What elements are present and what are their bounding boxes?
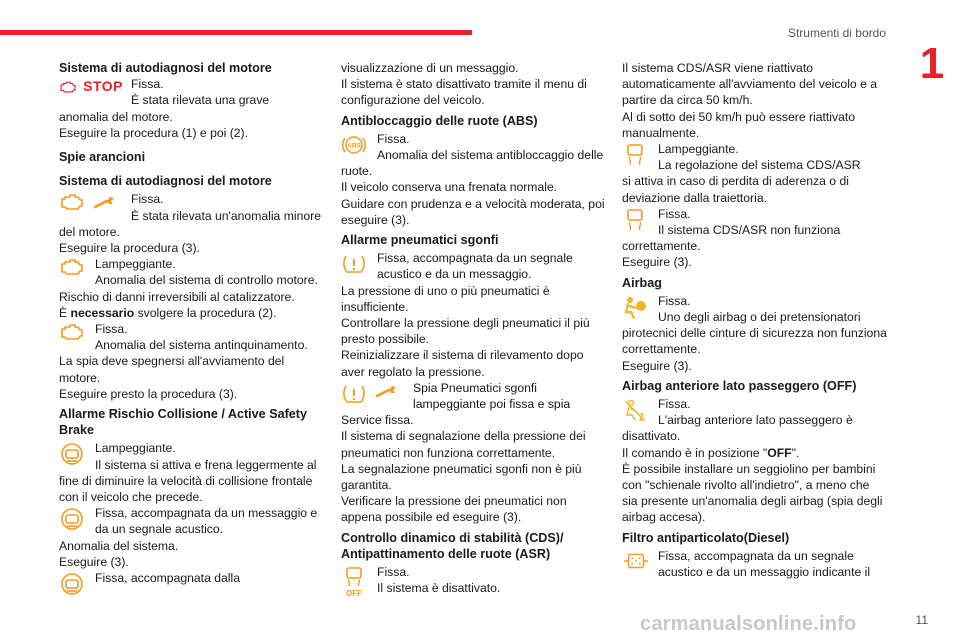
text-line xyxy=(59,305,324,321)
airbag-icon-wrap xyxy=(622,295,650,325)
passenger-airbag-off-icon xyxy=(622,398,648,424)
warning-block-tyre-service xyxy=(341,380,606,412)
text-line: Fissa, accompagnata da un segnale xyxy=(658,548,854,563)
text-line: aver regolato la pressione. xyxy=(341,364,485,379)
heading-passenger-airbag: Airbag anteriore lato passeggero (OFF) xyxy=(622,378,857,393)
text-line: ruote. xyxy=(341,164,373,179)
warning-block-engine-minor xyxy=(59,191,324,223)
heading-orange-lamps: Spie arancioni xyxy=(59,150,146,165)
heading-particulate-filter: Filtro antiparticolato(Diesel) xyxy=(622,530,790,545)
text-line: visualizzazione di un messaggio. xyxy=(341,61,519,75)
text-line: Il sistema è stato disattivato tramite il menu di xyxy=(341,77,587,92)
tyre-pressure-icon xyxy=(341,382,367,406)
off-label: OFF xyxy=(346,589,362,599)
header-accent-bar xyxy=(0,30,472,35)
warning-block-cds-off xyxy=(341,564,606,598)
text-line: Spia Pneumatici sgonfi xyxy=(413,380,537,395)
warning-block-abs xyxy=(341,131,606,163)
text-line: da un segnale acustico. xyxy=(95,522,224,537)
text-line: Anomalia del sistema. xyxy=(59,538,179,553)
text-fragment: ". xyxy=(791,445,800,460)
heading-engine-diagnosis-orange: Sistema di autodiagnosi del motore xyxy=(59,174,272,189)
warning-block-passenger-airbag xyxy=(622,396,887,428)
heading-line: Allarme Rischio Collisione / Active Safety xyxy=(59,407,307,422)
heading-engine-diagnosis: Sistema di autodiagnosi del motore xyxy=(59,61,272,75)
stability-control-icon xyxy=(622,143,648,169)
text-line: partire da circa 50 km/h. xyxy=(622,93,753,108)
engine-wrench-icons xyxy=(59,193,123,223)
text-line: Il veicolo conserva una frenata normale. xyxy=(341,180,558,195)
warning-block-collision-fixed xyxy=(59,505,324,537)
heading-cds-asr xyxy=(341,530,606,562)
text-line: con "schienale rivolto all'indietro", a meno che xyxy=(622,478,870,493)
text-emphasis: OFF xyxy=(767,445,792,460)
text-line: Service fissa. xyxy=(341,413,414,428)
text-line: Eseguire (3). xyxy=(622,255,692,270)
text-line: È possibile installare un seggiolino per bambini xyxy=(622,461,876,476)
stability-icon-wrap xyxy=(622,208,650,238)
text-line: Eseguire la procedura (3). xyxy=(59,241,200,256)
stability-control-icon xyxy=(622,208,648,234)
text-line: Controllare la pressione degli pneumatici il più xyxy=(341,316,590,331)
warning-block-cds-flashing xyxy=(622,141,887,173)
tyre-pressure-icon xyxy=(341,252,367,276)
heading-tyre-pressure: Allarme pneumatici sgonfi xyxy=(341,233,499,248)
text-line: Verificare la pressione dei pneumatici non xyxy=(341,494,567,509)
heading-abs: Antibloccaggio delle ruote (ABS) xyxy=(341,113,538,128)
text-line: configurazione del veicolo. xyxy=(341,93,485,108)
text-line: Eseguire (3). xyxy=(59,554,129,569)
text-emphasis: necessario xyxy=(70,305,135,320)
text-line: È stata rilevata un'anomalia minore xyxy=(131,208,321,223)
heading-collision-alert xyxy=(59,406,324,438)
text-line: Il sistema è disattivato. xyxy=(377,581,501,596)
text-line: La regolazione del sistema CDS/ASR xyxy=(658,158,861,173)
text-line: Eseguire presto la procedura (3). xyxy=(59,386,238,401)
stop-icon: STOP xyxy=(83,78,123,95)
text-line: Fissa. xyxy=(658,293,691,308)
warning-block-airbag xyxy=(622,293,887,325)
text-line: deviazione dalla traiettoria. xyxy=(622,190,767,205)
text-line: Lampeggiante. xyxy=(95,257,176,272)
text-line: airbag accesa). xyxy=(622,510,706,525)
text-line: appena possibile ed eseguire (3). xyxy=(341,510,522,525)
text-line: correttamente. xyxy=(622,239,701,254)
text-line: Eseguire la procedura (1) e poi (2). xyxy=(59,125,249,140)
collision-icon-wrap xyxy=(59,572,87,602)
engine-icon-wrap xyxy=(59,323,87,353)
text-line: Anomalia del sistema antinquinamento. xyxy=(95,338,308,353)
text-line: Fissa. xyxy=(658,397,691,412)
text-line: anomalia del motore. xyxy=(59,109,173,124)
engine-icon xyxy=(59,323,85,341)
chapter-number: 1 xyxy=(919,39,945,88)
stability-icon-wrap xyxy=(622,143,650,173)
text-line: Guidare con prudenza e a velocità moderata, poi xyxy=(341,196,605,211)
column-2 xyxy=(341,60,606,598)
text-line: Lampeggiante. xyxy=(658,142,739,157)
abs-icon-wrap xyxy=(341,133,369,163)
wrench-icon xyxy=(373,382,399,400)
text-line: Eseguire (3). xyxy=(622,358,692,373)
text-fragment: È xyxy=(59,305,71,320)
text-line: Fissa. xyxy=(131,77,164,92)
abs-icon xyxy=(341,133,367,157)
text-line: Uno degli airbag o dei pretensionatori xyxy=(658,310,861,325)
watermark: carmanualsonline.info xyxy=(640,613,857,635)
text-line: Rischio di danni irreversibili al catalizzatore. xyxy=(59,289,295,304)
text-line: Il sistema di segnalazione della pressione dei xyxy=(341,429,586,444)
text-line: garantita. xyxy=(341,478,392,493)
text-line: L'airbag anteriore lato passeggero è xyxy=(658,413,853,428)
text-line: insufficiente. xyxy=(341,299,409,314)
text-line: fine di diminuire la velocità di collisione frontale xyxy=(59,473,313,488)
airbag-icon xyxy=(622,295,648,321)
heading-line: Antipattinamento delle ruote (ASR) xyxy=(341,546,551,561)
heading-airbag: Airbag xyxy=(622,275,662,290)
text-line: La segnalazione pneumatici sgonfi non è più xyxy=(341,461,582,476)
text-line: del motore. xyxy=(59,224,120,239)
text-line: Fissa, accompagnata dalla xyxy=(95,571,240,586)
warning-block-cds-fault xyxy=(622,206,887,238)
text-line: Lampeggiante. xyxy=(95,441,176,456)
text-line: acustico e da un messaggio indicante il xyxy=(658,565,871,580)
passenger-airbag-icon-wrap xyxy=(622,398,650,428)
text-line: lampeggiante poi fissa e spia xyxy=(413,397,571,412)
wrench-icon xyxy=(91,193,117,211)
text-fragment: svolgere la procedura (2). xyxy=(134,305,277,320)
text-line: eseguire (3). xyxy=(341,212,410,227)
engine-icon xyxy=(59,193,85,211)
text-line: correttamente. xyxy=(622,342,701,357)
text-line: Reinizializzare il sistema di rilevamento dopo xyxy=(341,348,584,363)
text-line: pneumatici non funziona correttamente. xyxy=(341,445,556,460)
collision-alert-icon xyxy=(59,442,85,466)
heading-line: Controllo dinamico di stabilità (CDS)/ xyxy=(341,530,564,545)
dpf-icon-wrap xyxy=(622,550,650,580)
text-line: manualmente. xyxy=(622,125,700,140)
collision-alert-icon xyxy=(59,572,85,596)
text-line: automaticamente all'avviamento del veicolo e a xyxy=(622,77,878,92)
abs-badge-text: ABS xyxy=(347,142,361,150)
text-line xyxy=(622,445,887,461)
text-line: Il sistema CDS/ASR non funziona xyxy=(658,223,841,238)
warning-block-particulate-filter xyxy=(622,548,887,580)
text-line: Anomalia del sistema antibloccaggio delle xyxy=(377,148,604,163)
text-line: Fissa. xyxy=(377,565,410,580)
text-line: Al di sotto dei 50 km/h può essere riattivato xyxy=(622,109,856,124)
warning-block-engine-flashing xyxy=(59,256,324,288)
collision-alert-icon xyxy=(59,507,85,531)
warning-block-collision-disabled xyxy=(59,570,324,602)
stability-off-icon xyxy=(341,566,367,598)
particulate-filter-icon xyxy=(622,550,650,572)
text-line: Fissa. xyxy=(131,192,164,207)
text-line: La pressione di uno o più pneumatici è xyxy=(341,283,550,298)
text-line: Il sistema si attiva e frena leggermente al xyxy=(95,457,317,472)
engine-icon-wrap xyxy=(59,258,87,288)
text-line: presto possibile. xyxy=(341,332,430,347)
tyre-icon-wrap xyxy=(341,252,369,282)
heading-line: Brake xyxy=(59,423,95,438)
text-line: acustico e da un messaggio. xyxy=(377,267,532,282)
warning-block-emission xyxy=(59,321,324,353)
text-line: Fissa, accompagnata da un segnale xyxy=(377,251,573,266)
cds-off-icon-wrap xyxy=(341,566,369,598)
text-line: si attiva in caso di perdita di aderenza o di xyxy=(622,174,849,189)
warning-block-collision-flashing xyxy=(59,440,324,472)
column-3 xyxy=(622,60,887,580)
engine-stop-icons xyxy=(59,78,123,108)
text-line: Fissa. xyxy=(658,206,691,221)
text-fragment: Il comando è in posizione " xyxy=(622,445,768,460)
text-line: La spia deve spegnersi all'avviamento del xyxy=(59,354,285,369)
warning-block-tyre xyxy=(341,250,606,282)
text-line: con il veicolo che precede. xyxy=(59,490,203,505)
text-line: È stata rilevata una grave xyxy=(131,93,270,108)
warning-block-engine-stop xyxy=(59,76,324,108)
text-line: Fissa, accompagnata da un messaggio e xyxy=(95,506,318,521)
text-line: Fissa. xyxy=(95,322,128,337)
text-line: motore. xyxy=(59,370,101,385)
engine-icon xyxy=(59,258,85,276)
text-line: Fissa. xyxy=(377,131,410,146)
engine-icon xyxy=(59,78,77,96)
section-title: Strumenti di bordo xyxy=(787,26,886,40)
page-number: 11 xyxy=(915,613,928,627)
text-line: disattivato. xyxy=(622,429,681,444)
collision-icon-wrap xyxy=(59,442,87,472)
tyre-wrench-icons xyxy=(341,382,405,412)
collision-icon-wrap xyxy=(59,507,87,537)
text-line: Anomalia del sistema di controllo motore. xyxy=(95,273,318,288)
column-1 xyxy=(59,60,324,602)
text-line: sia presente un'anomalia degli airbag (spia degli xyxy=(622,494,883,509)
text-line: Il sistema CDS/ASR viene riattivato xyxy=(622,61,814,75)
text-line: pirotecnici delle cinture di sicurezza non funziona xyxy=(622,326,887,341)
